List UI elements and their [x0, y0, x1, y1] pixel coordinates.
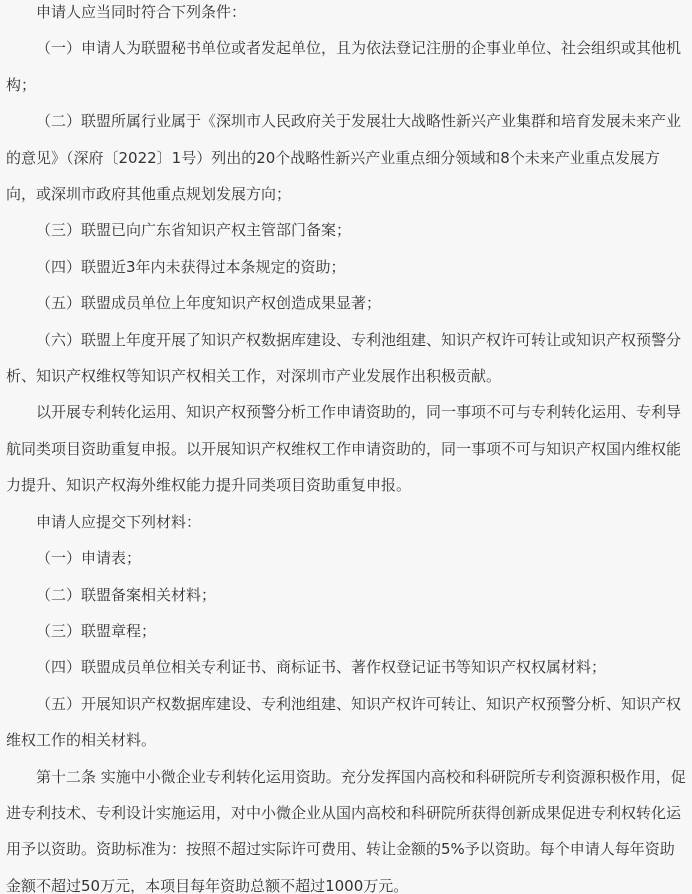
paragraph-material-4: （四）联盟成员单位相关专利证书、商标证书、著作权登记证书等知识产权权属材料；	[36, 658, 607, 677]
paragraph-conditions-intro: 申请人应当同时符合下列条件：	[36, 3, 247, 21]
paragraph-material-5: （五）开展知识产权数据库建设、专利池组建、知识产权许可转让、知识产权预警分析、知识产权维权工作的相关材料。	[6, 694, 682, 750]
paragraph-condition-6: （六）联盟上年度开展了知识产权数据库建设、专利池组建、知识产权许可转让或知识产权预警分析、知识产权维权等知识产权相关工作，对深圳市产业发展作出积极贡献。	[6, 330, 682, 386]
paragraph-material-1: （一）申请表；	[36, 549, 142, 568]
paragraph-condition-4: （四）联盟近3年内未获得过本条规定的资助；	[36, 257, 346, 276]
paragraph-condition-5: （五）联盟成员单位上年度知识产权创造成果显著；	[36, 294, 382, 313]
paragraph-condition-1: （一）申请人为联盟秘书单位或者发起单位，且为依法登记注册的企事业单位、社会组织或其他机构；	[6, 39, 682, 94]
paragraph-duplicate-note: 以开展专利转化运用、知识产权预警分析工作申请资助的，同一事项不可与专利转化运用、专利导航同类项目资助重复申报。以开展知识产权维权工作申请资助的，同一事项不可与知识产权国内维权能力提升、知识产权海外维权能力提升同类项目资助重复申报。	[6, 403, 682, 495]
paragraph-material-3: （三）联盟章程；	[36, 621, 157, 640]
paragraph-material-2: （二）联盟备案相关材料；	[36, 585, 217, 604]
paragraph-article-12: 第十二条 实施中小微企业专利转化运用资助。充分发挥国内高校和科研院所专利资源积极作用，促进专利技术、专利设计实施运用，对中小微企业从国内高校和科研院所获得创新成果促进专利权转化运用予以资助。资助标准为：按照不超过实际许可费用、转让金额的5%予以资助。每个申请人每年资助金额不超过50万元，本项目每年资助总额不超过1000万元。	[6, 767, 686, 894]
paragraph-condition-2: （二）联盟所属行业属于《深圳市人民政府关于发展壮大战略性新兴产业集群和培育发展未来产业的意见》（深府〔2022〕1号）列出的20个战略性新兴产业重点细分领域和8个未来产业重点发展方向，或深圳市政府其他重点规划发展方向；	[6, 112, 682, 204]
paragraph-materials-intro: 申请人应提交下列材料：	[36, 512, 202, 531]
paragraph-condition-3: （三）联盟已向广东省知识产权主管部门备案；	[36, 221, 352, 240]
